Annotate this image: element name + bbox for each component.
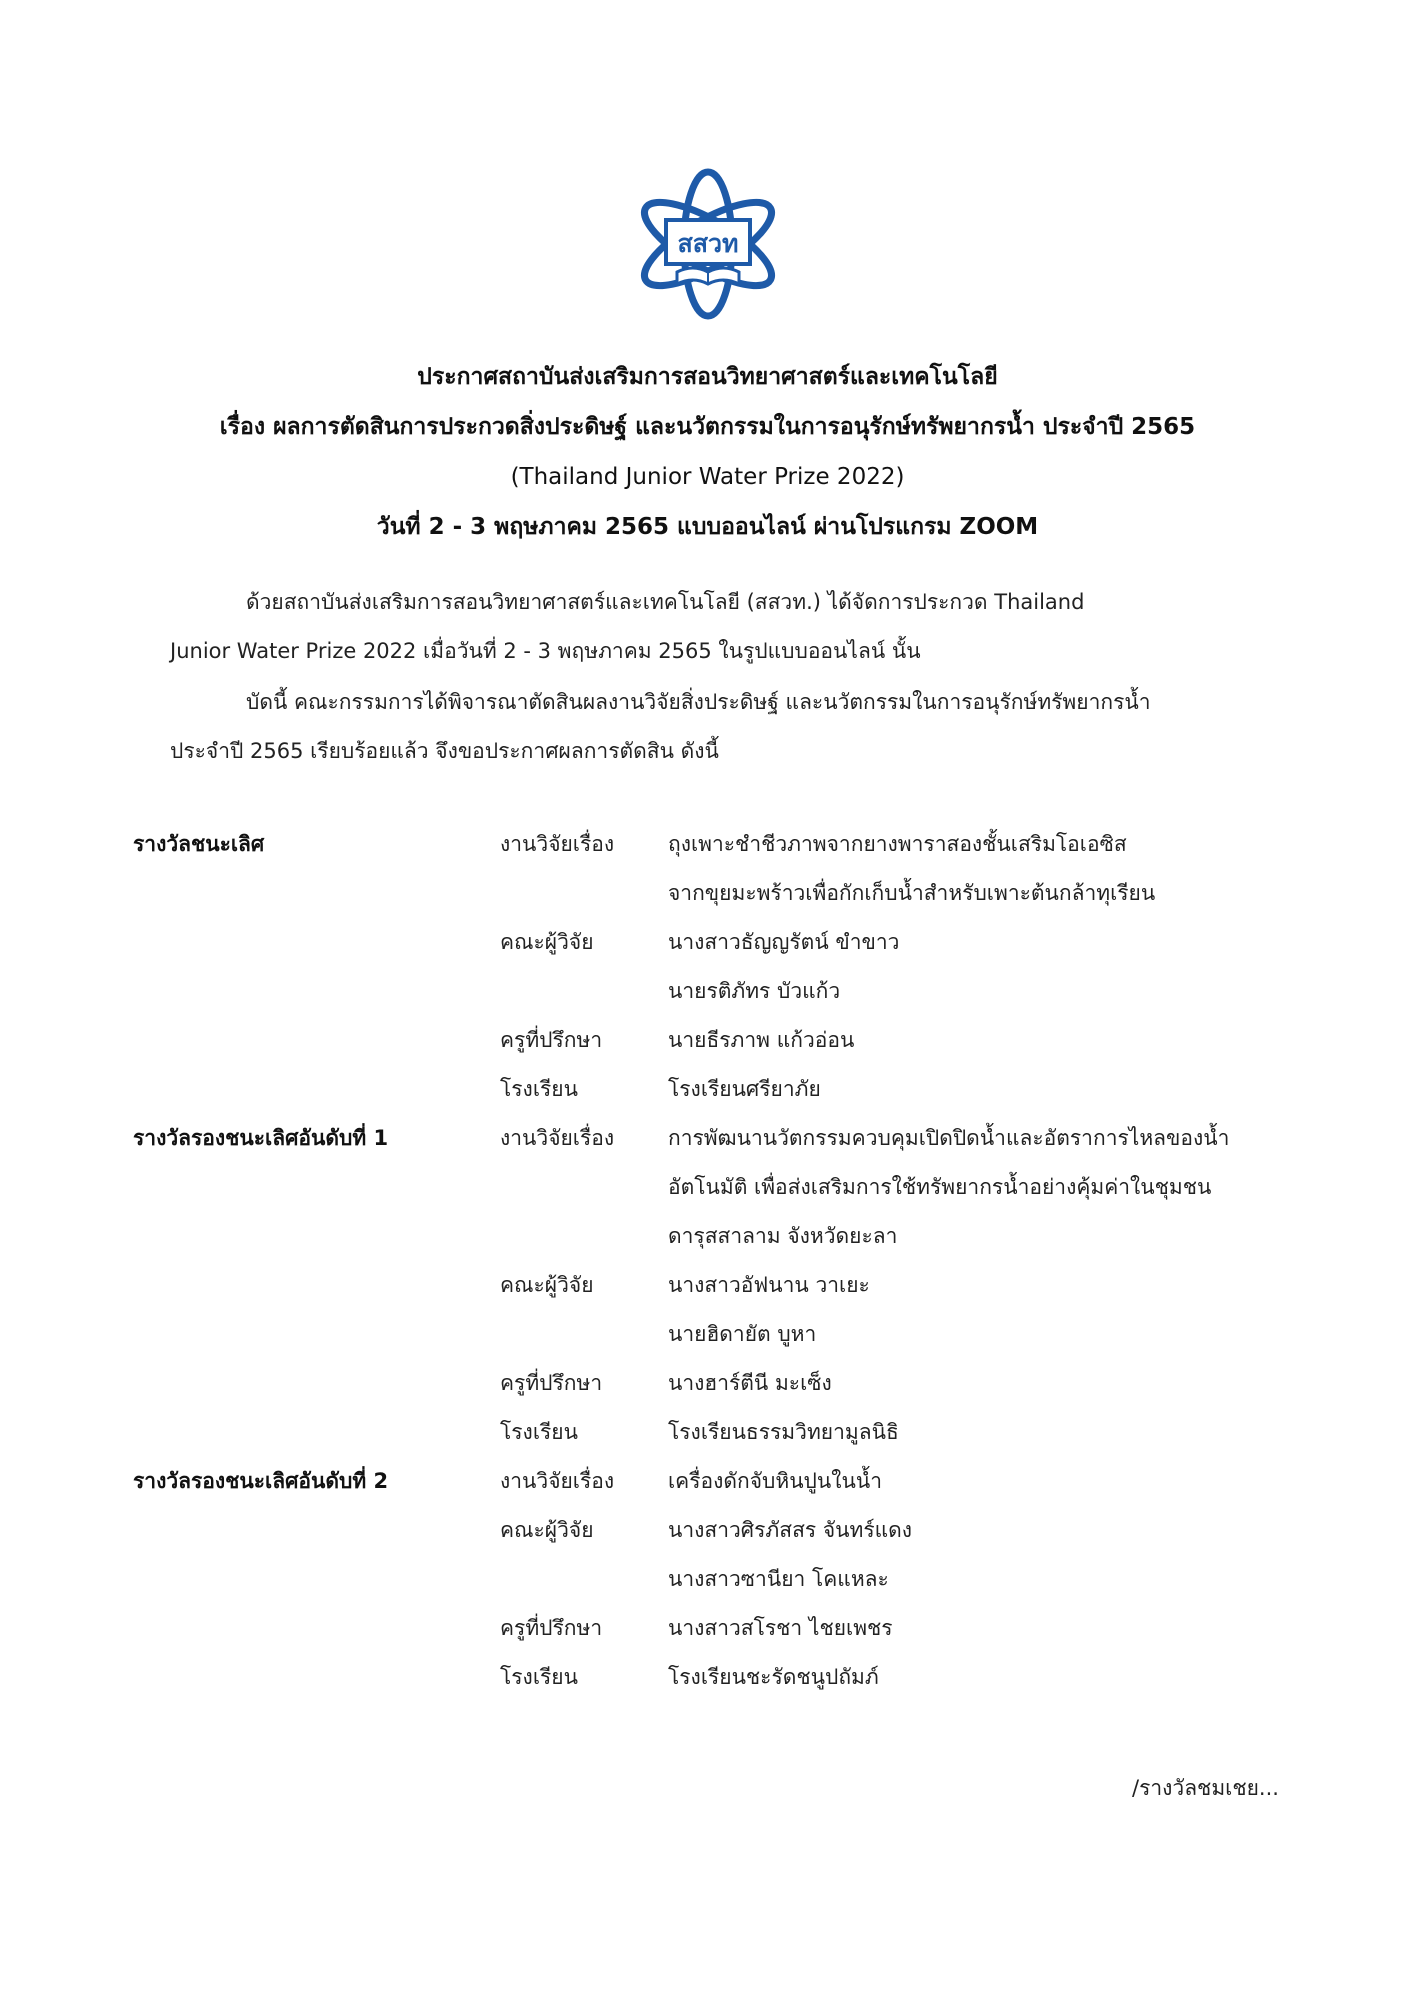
project-label: งานวิจัยเรื่อง [500, 1469, 615, 1493]
school-name: โรงเรียนศรียาภัย [668, 1077, 821, 1101]
continuation-note: /รางวัลชมเชย... [1132, 1776, 1279, 1800]
team-member: นางสาวธัญญรัตน์ ขำขาว [668, 930, 900, 954]
advisor-label: ครูที่ปรึกษา [500, 1371, 603, 1395]
team-member: นางสาวซานียา โคแหละ [668, 1567, 889, 1591]
award-row [0, 920, 1415, 969]
advisor-label: ครูที่ปรึกษา [500, 1028, 603, 1052]
team-member: นายฮิดายัต บูหา [668, 1322, 817, 1346]
award-row [0, 1067, 1415, 1116]
intro-p2-line2: ประจำปี 2565 เรียบร้อยแล้ว จึงขอประกาศผลการตัดสิน ดังนี้ [170, 739, 719, 763]
intro-p2-line1: บัดนี้ คณะกรรมการได้พิจารณาตัดสินผลงานวิจัยสิ่งประดิษฐ์ และนวัตกรรมในการอนุรักษ์ทรัพยากรน้ำ [246, 690, 1151, 714]
award-row [0, 1018, 1415, 1067]
awards-list [0, 822, 1415, 1704]
logo-text: สสวท [677, 229, 739, 258]
project-title-line: ถุงเพาะชำชีวภาพจากยางพาราสองชั้นเสริมโอเอซิส [668, 832, 1127, 856]
project-title-line: เครื่องดักจับหินปูนในน้ำ [668, 1469, 882, 1493]
school-name: โรงเรียนธรรมวิทยามูลนิธิ [668, 1420, 899, 1444]
header-line-3: (Thailand Junior Water Prize 2022) [510, 464, 905, 490]
award-row [0, 1361, 1415, 1410]
team-member: นางสาวอัฟนาน วาเยะ [668, 1273, 870, 1297]
advisor-name: นายธีรภาพ แก้วอ่อน [668, 1028, 855, 1052]
header-line-1: ประกาศสถาบันส่งเสริมการสอนวิทยาศาสตร์และเทคโนโลยี [417, 364, 998, 390]
award-title: รางวัลชนะเลิศ [133, 832, 265, 856]
award-row [0, 1655, 1415, 1704]
header-line-2: เรื่อง ผลการตัดสินการประกวดสิ่งประดิษฐ์ และนวัตกรรมในการอนุรักษ์ทรัพยากรน้ำ ประจำปี 2565 [219, 414, 1196, 440]
award-row [0, 871, 1415, 920]
header-line-4: วันที่ 2 - 3 พฤษภาคม 2565 แบบออนไลน์ ผ่านโปรแกรม ZOOM [376, 514, 1039, 540]
project-title-line: จากขุยมะพร้าวเพื่อกักเก็บน้ำสำหรับเพาะต้นกล้าทุเรียน [668, 881, 1156, 905]
school-label: โรงเรียน [500, 1077, 578, 1101]
award-row [0, 1312, 1415, 1361]
team-member: นายรติภัทร บัวแก้ว [668, 979, 841, 1003]
advisor-name: นางสาวสโรชา ไชยเพชร [668, 1616, 893, 1640]
intro-p1-line1: ด้วยสถาบันส่งเสริมการสอนวิทยาศาสตร์และเทคโนโลยี (สสวท.) ได้จัดการประกวด Thailand [246, 590, 1085, 614]
award-row [0, 1606, 1415, 1655]
award-row [0, 1508, 1415, 1557]
team-label: คณะผู้วิจัย [500, 1518, 594, 1542]
award-row [0, 822, 1415, 871]
school-label: โรงเรียน [500, 1665, 578, 1689]
project-title-line: ดารุสสาลาม จังหวัดยะลา [668, 1224, 898, 1248]
award-row [0, 1165, 1415, 1214]
award-row [0, 1214, 1415, 1263]
team-member: นางสาวศิรภัสสร จันทร์แดง [668, 1518, 913, 1542]
award-row [0, 1557, 1415, 1606]
advisor-label: ครูที่ปรึกษา [500, 1616, 603, 1640]
award-title: รางวัลรองชนะเลิศอันดับที่ 2 [133, 1469, 389, 1493]
project-label: งานวิจัยเรื่อง [500, 832, 615, 856]
award-row [0, 1410, 1415, 1459]
award-title: รางวัลรองชนะเลิศอันดับที่ 1 [133, 1126, 389, 1150]
project-title-line: อัตโนมัติ เพื่อส่งเสริมการใช้ทรัพยากรน้ำอย่างคุ้มค่าในชุมชน [668, 1175, 1212, 1199]
ipst-logo [637, 168, 779, 320]
school-label: โรงเรียน [500, 1420, 578, 1444]
award-row [0, 1116, 1415, 1165]
award-row [0, 1263, 1415, 1312]
project-label: งานวิจัยเรื่อง [500, 1126, 615, 1150]
team-label: คณะผู้วิจัย [500, 930, 594, 954]
award-row [0, 1459, 1415, 1508]
advisor-name: นางฮาร์ตีนี มะเซ็ง [668, 1371, 832, 1395]
announcement-header [0, 352, 1415, 552]
team-label: คณะผู้วิจัย [500, 1273, 594, 1297]
intro-p1-line2: Junior Water Prize 2022 เมื่อวันที่ 2 - 3 พฤษภาคม 2565 ในรูปแบบออนไลน์ นั้น [170, 639, 921, 663]
award-row [0, 969, 1415, 1018]
school-name: โรงเรียนชะรัดชนูปถัมภ์ [668, 1665, 879, 1689]
project-title-line: การพัฒนานวัตกรรมควบคุมเปิดปิดน้ำและอัตราการไหลของน้ำ [668, 1126, 1230, 1150]
